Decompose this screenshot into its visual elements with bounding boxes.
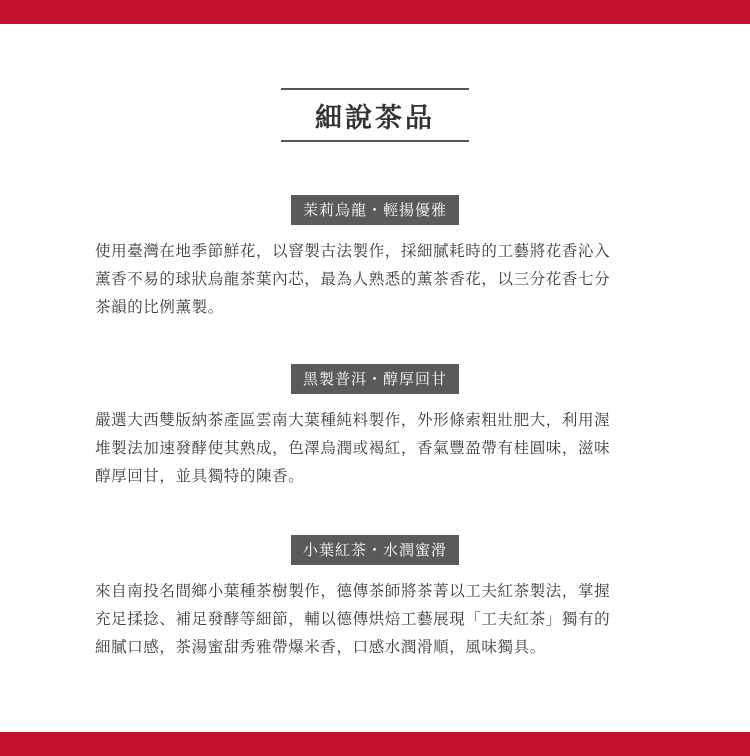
- description-line: 醇厚回甘，並具獨特的陳香。: [95, 467, 305, 485]
- section-description: [95, 406, 655, 490]
- section-jasmine-oolong: [95, 195, 655, 321]
- section-heading-badge: 小葉紅茶・水潤蜜滑: [291, 535, 459, 565]
- section-heading-row: [95, 535, 655, 565]
- description-line: 薰香不易的球狀烏龍茶葉內芯，最為人熟悉的薰茶香花，以三分花香七分: [95, 270, 611, 288]
- section-heading-row: [95, 195, 655, 225]
- section-ripe-puer: [95, 364, 655, 490]
- section-description: [95, 237, 655, 321]
- bottom-accent-bar: [0, 732, 750, 756]
- description-line: 茶韻的比例薰製。: [95, 298, 224, 316]
- section-heading-row: [95, 364, 655, 394]
- description-line: 堆製法加速發酵使其熟成，色澤烏潤或褐紅，香氣豐盈帶有桂圓味，滋味: [95, 439, 611, 457]
- description-line: 嚴選大西雙版納茶產區雲南大葉種純料製作，外形條索粗壯肥大，利用渥: [95, 411, 611, 429]
- description-line: 使用臺灣在地季節鮮花，以窨製古法製作，採細膩耗時的工藝將花香沁入: [95, 242, 611, 260]
- description-line: 來自南投名間鄉小葉種茶樹製作，德傳茶師將茶菁以工夫紅茶製法，掌握: [95, 582, 611, 600]
- section-description: [95, 577, 655, 661]
- section-heading-badge: 茉莉烏龍・輕揚優雅: [291, 195, 459, 225]
- page-title-frame: [281, 88, 469, 142]
- description-line: 充足揉捻、補足發酵等細節，輔以德傳烘焙工藝展現「工夫紅茶」獨有的: [95, 610, 611, 628]
- description-line: 細膩口感，茶湯蜜甜秀雅帶爆米香，口感水潤滑順，風味獨具。: [95, 638, 546, 656]
- page-title: 細說茶品: [315, 102, 435, 134]
- section-small-leaf-black-tea: [95, 535, 655, 661]
- top-accent-bar: [0, 0, 750, 24]
- section-heading-badge: 黑製普洱・醇厚回甘: [291, 364, 459, 394]
